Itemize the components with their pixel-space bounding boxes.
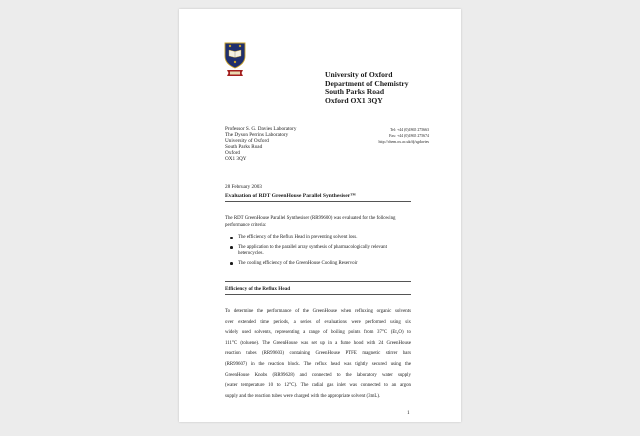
header-line: University of Oxford bbox=[325, 70, 393, 79]
list-item bbox=[225, 245, 411, 258]
paragraph-line: 111°C (toluene). The GreenHouse was set up in a fume hood with 24 GreenHouse bbox=[225, 340, 411, 346]
website-url: http://chem.ox.ac.uk/dj/sgdavies bbox=[378, 140, 429, 144]
bullet-icon bbox=[230, 262, 233, 265]
university-crest-logo bbox=[223, 40, 247, 80]
intro-paragraph: The RDT GreenHouse Parallel Synthesiser (RR99600) was evaluated for the following performance criteria: bbox=[225, 216, 396, 228]
section-divider-bottom bbox=[225, 294, 411, 295]
address-line: University of Oxford bbox=[225, 138, 269, 145]
section-heading: Efficiency of the Reflux Head bbox=[225, 286, 291, 292]
paragraph-line: (water temperature 10 to 12°C). The radial gas inlet was connected to an argon bbox=[225, 383, 411, 389]
title-divider bbox=[225, 201, 411, 202]
crest-icon bbox=[223, 40, 247, 80]
header-line: Oxford OX1 3QY bbox=[325, 95, 383, 105]
header-line: South Parks Road bbox=[325, 87, 385, 97]
fax-number: Fax: +44 (0)1865 275674 bbox=[389, 134, 429, 138]
paragraph-line: supply and the reaction tubes were charged with the appropriate solvent (3mL). bbox=[225, 393, 381, 399]
list-item bbox=[225, 261, 411, 267]
address-line: Professor S. G. Davies Laboratory bbox=[225, 126, 297, 132]
bullet-icon bbox=[230, 237, 233, 240]
paragraph-line: over extended time periods, a series of evaluations were performed using six bbox=[225, 319, 411, 325]
lab-address bbox=[225, 126, 345, 163]
address-line: OX1 3QY bbox=[225, 156, 247, 163]
list-item bbox=[225, 235, 411, 241]
body-paragraph bbox=[225, 307, 411, 402]
header-line: Department of Chemistry bbox=[325, 78, 409, 88]
criterion-text: The cooling efficiency of the GreenHouse Cooling Reservoir bbox=[238, 260, 358, 266]
paragraph-line: reaction tubes (RR99603) containing GreenHouse PTFE magnetic stirrer bars bbox=[225, 351, 411, 357]
address-line: The Dyson Perrins Laboratory bbox=[225, 132, 289, 139]
document-date: 28 February 2003 bbox=[225, 184, 262, 190]
criterion-text: The efficiency of the Reflux Head in preventing solvent loss. bbox=[238, 235, 358, 240]
paragraph-line: To determine the performance of the GreenHouse when refluxing organic solvents bbox=[225, 309, 411, 314]
paragraph-line: GreenHouse Knobs (RR99628) and connected to the laboratory water supply bbox=[225, 372, 411, 378]
phone-number: Tel: +44 (0)1865 275663 bbox=[390, 128, 429, 132]
section-divider-top bbox=[225, 281, 411, 282]
criterion-text: The application to the parallel array synthesis of pharmacologically relevant heterocycles. bbox=[238, 244, 387, 256]
address-line: South Parks Road bbox=[225, 144, 263, 151]
document-page bbox=[179, 9, 461, 422]
paragraph-line: (RR99607) in the reaction block. The reflux head was tightly secured using the bbox=[225, 361, 411, 367]
page-number: 1 bbox=[407, 410, 410, 416]
contact-details bbox=[339, 127, 429, 145]
institution-header bbox=[325, 71, 455, 105]
paragraph-line: widely used solvents, representing a range of boiling points from 37°C (Et₂O) to bbox=[225, 330, 411, 336]
address-line: Oxford bbox=[225, 150, 240, 157]
bullet-icon bbox=[230, 246, 233, 249]
document-title: Evaluation of RDT GreenHouse Parallel Synthesiser™ bbox=[225, 193, 356, 199]
criteria-list bbox=[225, 235, 411, 270]
